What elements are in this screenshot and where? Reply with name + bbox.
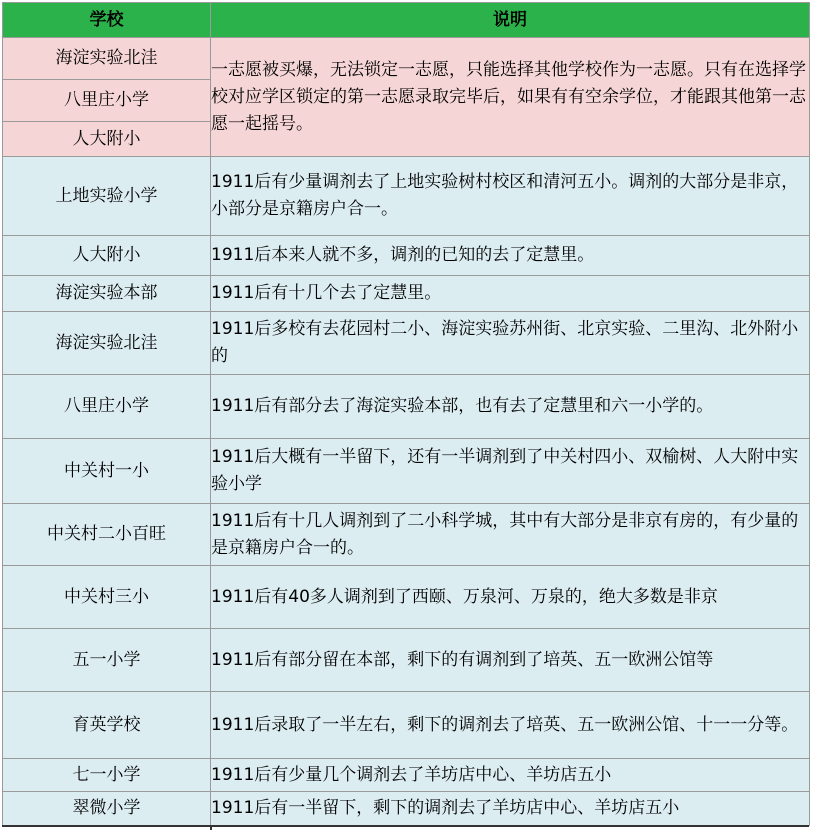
note-cell[interactable]: 1911后有十几人调剂到了二小科学城，其中有大部分是非京有房的，有少量的是京籍房户合一的。 [211,504,810,566]
note-cell[interactable]: 1911后大概有一半留下，还有一半调剂到了中关村四小、双榆树、人大附中实验小学 [211,439,810,504]
note-cell[interactable]: 1911后多校有去花园村二小、海淀实验苏州街、北京实验、二里沟、北外附小的 [211,312,810,375]
table-row [3,692,810,759]
table-row [3,157,810,236]
table-row [3,312,810,375]
note-cell[interactable]: 1911后有部分留在本部，剩下的有调剂到了培英、五一欧洲公馆等 [211,629,810,692]
table-row [3,375,810,439]
group-school-2[interactable]: 八里庄小学 [3,80,211,122]
note-cell[interactable]: 1911后录取了一半左右，剩下的调剂去了培英、五一欧洲公馆、十一一分等。 [211,692,810,759]
school-cell[interactable]: 育英学校 [3,692,211,759]
note-cell[interactable]: 1911后有部分去了海淀实验本部，也有去了定慧里和六一小学的。 [211,375,810,439]
school-cell[interactable]: 八里庄小学 [3,375,211,439]
note-cell[interactable]: 1911后有一半留下，剩下的调剂去了羊坊店中心、羊坊店五小 [211,792,810,826]
group-note[interactable]: 一志愿被买爆，无法锁定一志愿，只能选择其他学校作为一志愿。只有在选择学校对应学区锁定的第一志愿录取完毕后，如果有有空余学位，才能跟其他第一志愿一起摇号。 [211,38,810,157]
group-school-3[interactable]: 人大附小 [3,122,211,157]
group-row [3,38,810,80]
header-row [3,3,810,38]
school-cell[interactable]: 中关村二小百旺 [3,504,211,566]
header-note[interactable]: 说明 [211,3,810,38]
school-cell[interactable]: 中关村三小 [3,566,211,629]
table-row [3,276,810,312]
school-cell[interactable]: 七一小学 [3,759,211,792]
school-cell[interactable]: 翠微小学 [3,792,211,826]
note-cell[interactable]: 1911后有40多人调剂到了西颐、万泉河、万泉的，绝大多数是非京 [211,566,810,629]
bottom-border [2,825,809,827]
school-cell[interactable]: 中关村一小 [3,439,211,504]
table-row [3,504,810,566]
table-row [3,629,810,692]
school-cell[interactable]: 海淀实验北洼 [3,312,211,375]
school-cell[interactable]: 海淀实验本部 [3,276,211,312]
table-row [3,236,810,276]
table-row [3,792,810,826]
school-cell[interactable]: 上地实验小学 [3,157,211,236]
school-table [2,2,810,826]
note-cell[interactable]: 1911后有少量调剂去了上地实验树村校区和清河五小。调剂的大部分是非京，小部分是京籍房户合一。 [211,157,810,236]
table-row [3,759,810,792]
group-school-1[interactable]: 海淀实验北洼 [3,38,211,80]
note-cell[interactable]: 1911后本来人就不多，调剂的已知的去了定慧里。 [211,236,810,276]
table-row [3,566,810,629]
note-cell[interactable]: 1911后有少量几个调剂去了羊坊店中心、羊坊店五小 [211,759,810,792]
header-school[interactable]: 学校 [3,3,211,38]
table-row [3,439,810,504]
column-divider-mark [210,826,212,830]
school-cell[interactable]: 人大附小 [3,236,211,276]
school-cell[interactable]: 五一小学 [3,629,211,692]
note-cell[interactable]: 1911后有十几个去了定慧里。 [211,276,810,312]
